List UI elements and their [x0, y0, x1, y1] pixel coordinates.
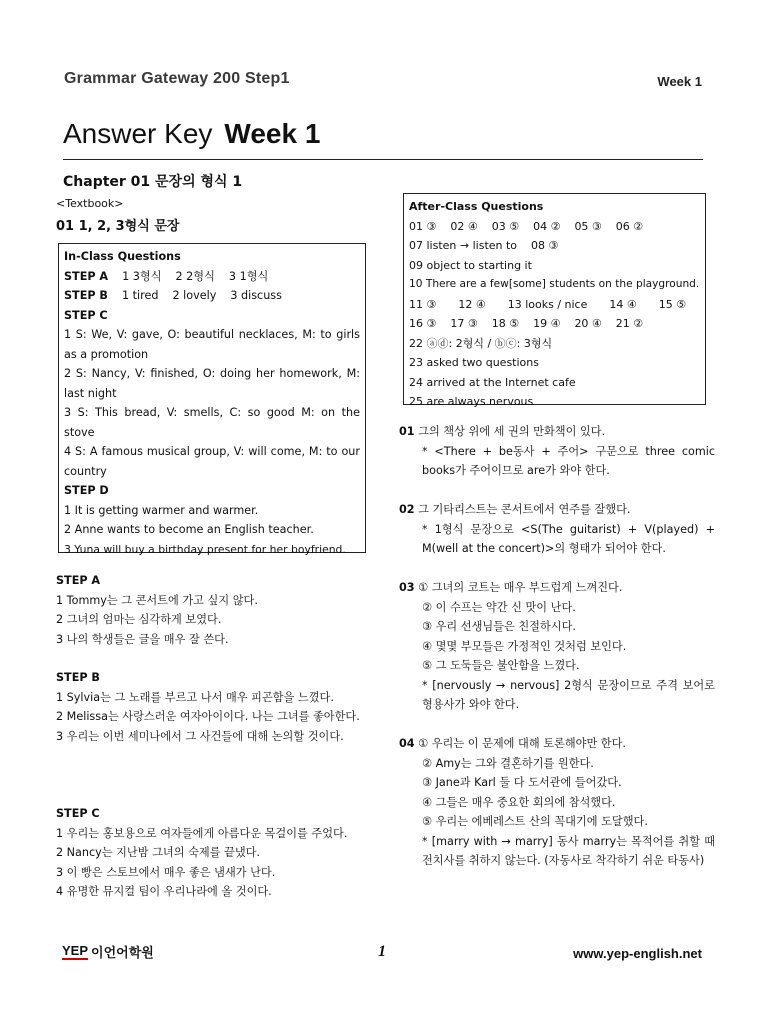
answer-item: 21 ② — [615, 317, 644, 330]
week-label: Week 1 — [657, 74, 702, 89]
step-a-answer: 1 3형식 — [122, 269, 162, 283]
title-divider — [63, 159, 703, 160]
answer-item: 11 ③ — [409, 297, 437, 311]
step-c-answer: 4 S: A famous musical group, V: will come, M: to our country — [64, 445, 360, 478]
after-class-row — [409, 295, 700, 315]
series-title: Grammar Gateway 200 Step1 — [64, 70, 290, 87]
logo-text: 이언어학원 — [91, 946, 154, 961]
explanation-line: 그의 책상 위에 세 권의 만화책이 있다. — [418, 425, 606, 438]
translation-line: 4 유명한 뮤지컬 팀이 우리나라에 올 것이다. — [56, 885, 272, 898]
explanation-line: ② Amy는 그와 결혼하기를 원한다. — [422, 756, 594, 770]
in-class-step-b — [64, 286, 360, 306]
step-b-label: STEP B — [64, 289, 108, 302]
footer-logo — [62, 942, 154, 961]
after-class-row: 10 There are a few[some] students on the playground. — [409, 278, 700, 290]
translation-line: 2 Nancy는 지난밤 그녀의 숙제를 끝냈다. — [56, 846, 261, 859]
step-c-answer: 1 S: We, V: gave, O: beautiful necklaces, M: to girls as a promotion — [64, 328, 360, 361]
step-a-label: STEP A — [64, 269, 109, 283]
question-number: 03 — [399, 581, 415, 594]
step-a-answer: 2 2형식 — [175, 269, 215, 283]
translation-step-a-label: STEP A — [56, 574, 101, 587]
explanation-line: ④ 몇몇 부모들은 가정적인 것처럼 보인다. — [422, 639, 627, 653]
explanation-line: ⑤ 그 도둑들은 불안함을 느꼈다. — [422, 659, 580, 672]
explanation-01 — [399, 422, 715, 481]
after-class-row: 23 asked two questions — [409, 356, 539, 369]
answer-item: 20 ④ — [574, 317, 602, 330]
answer-item: 07 listen → listen to — [409, 239, 518, 252]
explanation-note: * 1형식 문장으로 <S(The guitarist) + V(played) + M(well at the concert)>의 형태가 되어야 한다. — [422, 522, 715, 555]
answer-item: 05 ③ — [574, 219, 602, 233]
answer-item: 12 ④ — [458, 297, 486, 311]
translation-line: 2 그녀의 엄마는 심각하게 보였다. — [56, 613, 222, 626]
answer-item: 16 ③ — [409, 317, 437, 330]
question-number: 01 — [399, 425, 415, 438]
explanation-line: ① 그녀의 코트는 매우 부드럽게 느껴진다. — [418, 581, 623, 594]
title-week: Week 1 — [224, 118, 321, 149]
step-d-answer: 1 It is getting warmer and warmer. — [64, 503, 259, 517]
translation-line: 3 우리는 이번 세미나에서 그 사건들에 대해 논의할 것이다. — [56, 729, 344, 743]
step-a-answer: 3 1형식 — [228, 269, 269, 283]
translation-step-c-label: STEP C — [56, 807, 100, 820]
after-class-row: 25 are always nervous — [409, 395, 534, 408]
answer-item: 03 ⑤ — [491, 219, 520, 233]
explanation-line: ⑤ 우리는 에베레스트 산의 꼭대기에 도달했다. — [422, 815, 648, 828]
logo-mark: YEP — [62, 942, 89, 958]
explanation-line: ② 이 수프는 약간 신 맛이 난다. — [422, 600, 576, 614]
answer-item: 08 ③ — [531, 239, 559, 252]
translation-step-b — [56, 668, 372, 746]
step-c-answer: 3 S: This bread, V: smells, C: so good M: on the stove — [64, 406, 360, 439]
unit-heading: 01 1, 2, 3형식 문장 — [56, 219, 180, 234]
answer-item: 17 ③ — [450, 317, 478, 330]
step-d-answer: 2 Anne wants to become an English teacher. — [64, 523, 314, 536]
title-prefix: Answer Key — [63, 118, 213, 149]
answer-item: 13 looks / nice — [507, 297, 588, 311]
explanation-line: ③ Jane과 Karl 둘 다 도서관에 들어갔다. — [422, 776, 622, 789]
after-class-row — [409, 236, 700, 256]
question-number: 02 — [399, 503, 415, 516]
explanation-note: * <There + be동사 + 주어> 구문으로 three comic books가 주어이므로 are가 와야 한다. — [422, 444, 715, 477]
answer-item: 18 ⑤ — [491, 317, 520, 330]
step-c-label: STEP C — [64, 308, 108, 322]
translation-line: 1 Sylvia는 그 노래를 부르고 나서 매우 피곤함을 느꼈다. — [56, 690, 334, 704]
after-class-row — [409, 217, 700, 237]
after-class-row — [409, 314, 700, 334]
chapter-heading: Chapter 01 문장의 형식 1 — [63, 174, 243, 190]
translation-line: 2 Melissa는 사랑스러운 여자아이이다. 나는 그녀를 좋아한다. — [56, 710, 360, 723]
answer-item: 01 ③ — [409, 219, 437, 233]
after-class-row: 24 arrived at the Internet cafe — [409, 375, 576, 389]
page-title — [63, 118, 320, 150]
answer-item: 04 ② — [533, 219, 561, 233]
after-class-row: 09 object to starting it — [409, 258, 532, 272]
step-b-answer: 2 lovely — [172, 289, 217, 302]
step-b-answer: 1 tired — [121, 289, 159, 302]
in-class-box — [58, 243, 366, 556]
explanation-04 — [399, 734, 715, 871]
answer-item: 14 ④ — [609, 297, 637, 311]
page-number: 1 — [378, 943, 386, 960]
explanation-note: * [marry with → marry] 동사 marry는 목적어를 취할 때 전치사를 취하지 않는다. (자동사로 착각하기 쉬운 타동사) — [422, 834, 715, 867]
in-class-step-a — [64, 267, 360, 287]
translation-step-a — [56, 571, 372, 649]
explanation-03 — [399, 578, 715, 715]
website-link[interactable]: www.yep-english.net — [573, 946, 702, 961]
answer-item: 06 ② — [615, 219, 644, 233]
explanation-line: 그 기타리스트는 콘서트에서 연주를 잘했다. — [418, 503, 631, 516]
answer-item: 19 ④ — [533, 317, 561, 330]
step-b-answer: 3 discuss — [230, 289, 282, 302]
translation-line: 1 우리는 홍보용으로 여자들에게 아름다운 목걸이를 주었다. — [56, 826, 348, 840]
after-class-box — [403, 193, 706, 408]
question-number: 04 — [399, 737, 415, 750]
step-d-answer: 3 Yuna will buy a birthday present for her boyfriend. — [64, 542, 346, 556]
translation-line: 1 Tommy는 그 콘서트에 가고 싶지 않다. — [56, 593, 258, 607]
step-d-label: STEP D — [64, 484, 109, 497]
answer-item: 15 ⑤ — [658, 297, 687, 311]
textbook-label: <Textbook> — [56, 197, 124, 210]
step-c-answer: 2 S: Nancy, V: finished, O: doing her homework, M: last night — [64, 367, 360, 400]
in-class-heading: In-Class Questions — [64, 250, 181, 263]
translation-step-b-label: STEP B — [56, 671, 100, 684]
explanation-02 — [399, 500, 715, 559]
translation-step-c — [56, 804, 372, 902]
translation-line: 3 나의 학생들은 글을 매우 잘 쓴다. — [56, 632, 229, 646]
explanation-note: * [nervously → nervous] 2형식 문장이므로 주격 보어로 형용사가 와야 한다. — [422, 678, 715, 711]
explanation-line: ① 우리는 이 문제에 대해 토론해야만 한다. — [418, 737, 626, 750]
answer-item: 02 ④ — [450, 219, 478, 233]
after-class-heading: After-Class Questions — [409, 200, 544, 213]
translation-line: 3 이 빵은 스토브에서 매우 좋은 냄새가 난다. — [56, 865, 276, 879]
explanation-line: ③ 우리 선생님들은 친절하시다. — [422, 620, 576, 633]
explanation-line: ④ 그들은 매우 중요한 회의에 참석했다. — [422, 795, 616, 809]
after-class-row: 22 ⓐⓓ: 2형식 / ⓑⓒ: 3형식 — [409, 336, 553, 350]
